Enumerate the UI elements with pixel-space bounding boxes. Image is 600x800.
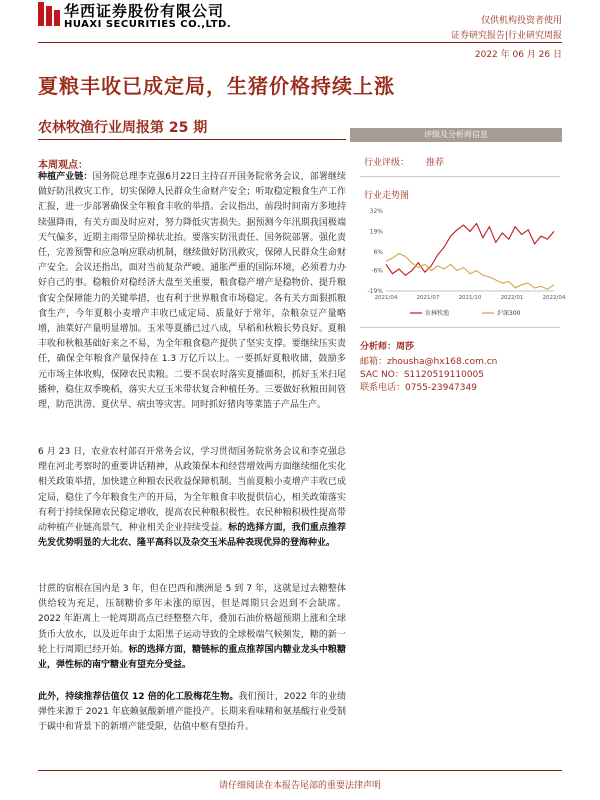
- legal-notice: 请仔细阅读在本报告尾部的重要法律声明: [218, 781, 381, 791]
- series-line-0: [386, 224, 554, 276]
- paragraph-ministry: [38, 445, 346, 551]
- y-tick-label: -19%: [367, 288, 383, 295]
- sidebar-divider: [360, 176, 560, 177]
- paragraph-lead: 此外，持续推荐估值仅 12 倍的化工股梅花生物。: [38, 692, 239, 702]
- chart-title: 行业走势图: [364, 191, 410, 201]
- footer-divider: [38, 770, 562, 771]
- x-tick-label: 2022/04: [542, 295, 566, 301]
- y-tick-label: 19%: [369, 228, 383, 236]
- paragraph-sugar: [38, 582, 346, 673]
- paragraph-meihua: [38, 690, 346, 736]
- y-tick-label: 6%: [373, 248, 383, 256]
- industry-trend-chart: [358, 205, 566, 321]
- paragraph-body: 国务院总理李克强6月22日主持召开国务院常务会议，部署继续做好防汛救灾工作，切实保障人民群众生命财产安全；听取稳定粮食生产工作汇报，进一步部署确保全年粮食丰收的举措。会议指出，前段时间南方多地持续强降雨，有关方面及时应对，努力降低灾害损失。据预测今年汛期我国极端天气偏多，近期主雨带呈阶梯状北抬。要落实防汛责任、国务院部署。强化责任，完善预警和应急响应联动机制，继续做好防汛救灾，保障人民群众生命财产安全。会议还指出，面对当前复杂严峻、通胀严重的国际环境，必须着力办好自己的事。稳粮价对稳经济大盘至关重要，粮食稳产增产是稳物价、提升粮食安全保障能力的关键举措，也有利于世界粮食市场稳定。各有关方面狠抓粮食生产，今年夏粮小麦增产丰收已成定局、质量好于常年，杂粮杂豆产量略增，油菜好产量明显增加。玉米等夏播已过八成，早稻和秋粮长势良好。夏粮丰收和秋粮基础好来之不易，为全年粮食稳产提供了坚实支撑。要继续压实责任，确保全年粮食产量保持在 1.3 万亿斤以上。一要抓好夏粮收储，鼓励多元市场主体收购，保障农民卖粮。二要不误农时落实夏播面积，抓好玉米扫尾播种，稳住双季晚稻，落实大豆玉米带状复合种植任务。三要做好秋粮田间管理，防范洪涝、夏伏旱、病虫等灾害。同时抓好猪肉等菜篮子产品生产。: [38, 172, 346, 411]
- header-divider: [38, 42, 562, 43]
- paragraph-body: 甘蔗的宿根在国内是 3 年，但在巴西和澳洲是 5 到 7 年，这就是过去糖整体供给较为充足，压制糖价多年未涨的原因，但是周期只会迟到不会缺席。2022 年距离上一轮周期高点已经整整六年，叠加石油价格超预期上涨和全球货币大放水，以及近年由于太阳黑子运动导致的全球极端气候频发，糖的新一轮上行周期已经开始。: [38, 584, 346, 655]
- x-tick-label: 2021/07: [416, 295, 440, 301]
- report-subtitle: 农林牧渔行业周报第 25 期: [38, 120, 208, 136]
- x-tick-label: 2021/10: [458, 295, 482, 301]
- report-date: 2022 年 06 月 26 日: [474, 50, 562, 60]
- legend-label: 农林牧渔: [425, 310, 450, 317]
- sidebar-section-title: 评级及分析师信息: [350, 128, 562, 142]
- report-type: 证券研究报告|行业研究周报: [450, 31, 562, 41]
- x-tick-label: 2021/04: [374, 295, 398, 301]
- paragraph-body: 6 月 23 日，农业农村部召开常务会议，学习贯彻国务院常务会议和李克强总理在河北考察时的重要讲话精神，从政策保本和经营增效两方面继续细化实化相关政策举措，加快建立种粮农民收益保障机制。当前夏粮小麦增产丰收已成定局，稳住了今年粮食生产的开局，为全年粮食丰收提供信心，相关政策落实有利于持续保障农民稳定增收，提高农民种粮积极性。农民种粮积极性提高带动种植产业链高景气，种业相关企业持续受益。: [38, 447, 346, 534]
- rating-value: 推荐: [426, 158, 445, 168]
- rating-label: 行业评级：: [364, 158, 410, 168]
- subtitle-divider: [38, 139, 346, 140]
- audience-note: 仅供机构投资者使用: [480, 16, 562, 26]
- x-tick-label: 2022/01: [500, 295, 524, 301]
- paragraph-lead: 种植产业链：: [38, 172, 93, 182]
- analyst-name: 分析师：周莎: [360, 342, 415, 352]
- analyst-sac: SAC NO：S1120519110005: [360, 370, 484, 380]
- paragraph-conclusion: 标的选择方面，我们重点推荐先发优势明显的大北农、隆平高科以及杂交玉米品种表现优异的登海种业。: [38, 523, 346, 549]
- paragraph-body: 我们预计，2022 年的业绩弹性来源于 2021 年底赖氨酸新增产能投产。长期来看味精和氨基酸行业受制于碳中和背景下的新增产能受限，估值中枢有望抬升。: [38, 692, 346, 733]
- page-title: 夏粮丰收已成定局，生猪价格持续上涨: [38, 74, 395, 98]
- legend-label: 沪深300: [497, 310, 521, 317]
- analyst-email: 邮箱：zhousha@hx168.com.cn: [360, 357, 498, 367]
- brand-name-cn: 华西证券股份有限公司: [64, 2, 225, 20]
- paragraph-conclusion: 标的选择方面，糖链标的重点推荐国内糖业龙头中粮糖业，弹性标的南宁糖业有望充分受益。: [38, 644, 346, 671]
- sidebar-divider: [360, 327, 560, 328]
- y-tick-label: 32%: [369, 208, 383, 215]
- brand-name-en: HUAXI SECURITIES CO.,LTD.: [64, 19, 232, 30]
- section-label: 本周观点：: [38, 160, 88, 171]
- huaxi-logo-icon: [38, 2, 60, 26]
- paragraph-planting: [38, 170, 346, 413]
- y-tick-label: -6%: [371, 267, 383, 275]
- analyst-phone: 联系电话：0755-23947349: [360, 383, 477, 393]
